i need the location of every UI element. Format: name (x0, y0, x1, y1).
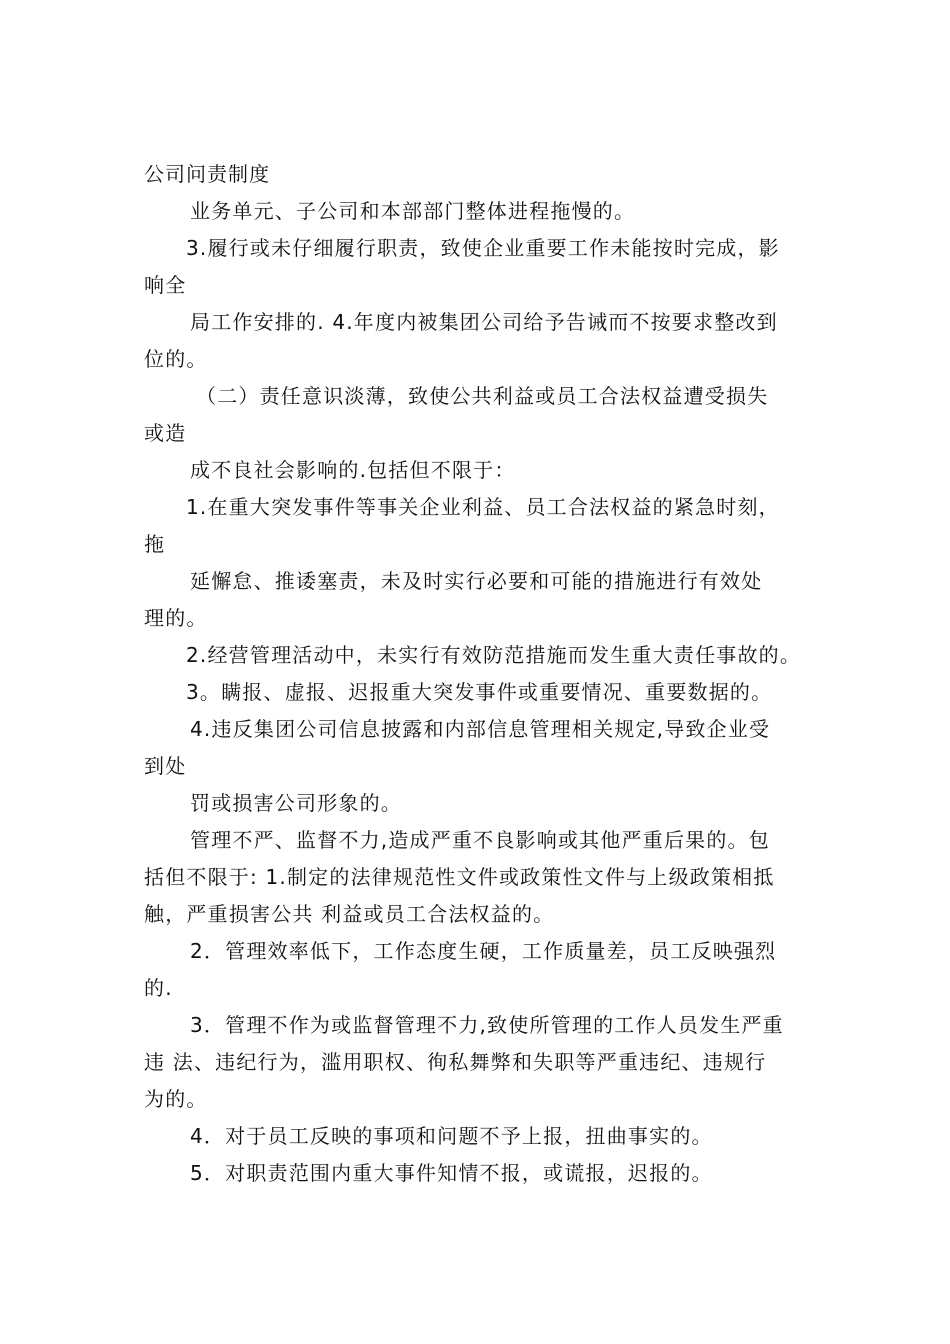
paragraph-line: 拖 (144, 532, 166, 556)
paragraph-line: 管理不严、监督不力,造成严重不良影响或其他严重后果的。包 (190, 828, 770, 852)
document-title: 公司问责制度 (144, 162, 270, 186)
paragraph-line: 违 法、违纪行为，滥用职权、徇私舞弊和失职等严重违纪、违规行 (144, 1050, 767, 1074)
paragraph-line: 括但不限于: 1.制定的法律规范性文件或政策性文件与上级政策相抵 (144, 865, 775, 889)
paragraph-line: 罚或损害公司形象的。 (190, 791, 402, 815)
section-heading: （二）责任意识淡薄，致使公共利益或员工合法权益遭受损失 (196, 384, 769, 408)
paragraph-line: 4．对于员工反映的事项和问题不予上报，扭曲事实的。 (190, 1124, 713, 1148)
paragraph-line: 的. (144, 976, 173, 1000)
paragraph-line: 3。瞒报、虚报、迟报重大突发事件或重要情况、重要数据的。 (186, 680, 773, 704)
paragraph-line: 成不良社会影响的.包括但不限于： (190, 458, 516, 482)
paragraph-line: 2．管理效率低下，工作态度生硬，工作质量差，员工反映强烈 (190, 939, 777, 963)
paragraph-line: 4.违反集团公司信息披露和内部信息管理相关规定,导致企业受 (190, 717, 771, 741)
paragraph-line: 或造 (144, 421, 187, 445)
paragraph-line: 3.履行或未仔细履行职责，致使企业重要工作未能按时完成，影 (186, 236, 780, 260)
paragraph-line: 1.在重大突发事件等事关企业利益、员工合法权益的紧急时刻， (186, 495, 780, 519)
paragraph-line: 5．对职责范围内重大事件知情不报，或谎报，迟报的。 (190, 1161, 713, 1185)
paragraph-line: 3．管理不作为或监督管理不力,致使所管理的工作人员发生严重 (190, 1013, 784, 1037)
paragraph-line: 到处 (144, 754, 187, 778)
paragraph-line: 局工作安排的. 4.年度内被集团公司给予告诫而不按要求整改到 (190, 310, 778, 334)
paragraph-line: 为的。 (144, 1087, 208, 1111)
paragraph-line: 触，严重损害公共 利益或员工合法权益的。 (144, 902, 555, 926)
paragraph-line: 响全 (144, 273, 187, 297)
document-body (144, 156, 814, 1192)
paragraph-line: 延懈怠、推诿塞责，未及时实行必要和可能的措施进行有效处 (190, 569, 763, 593)
paragraph-line: 位的。 (144, 347, 208, 371)
paragraph-line: 业务单元、子公司和本部部门整体进程拖慢的。 (190, 199, 636, 223)
paragraph-line: 2.经营管理活动中，未实行有效防范措施而发生重大责任事故的。 (186, 643, 802, 667)
paragraph-line: 理的。 (144, 606, 208, 630)
